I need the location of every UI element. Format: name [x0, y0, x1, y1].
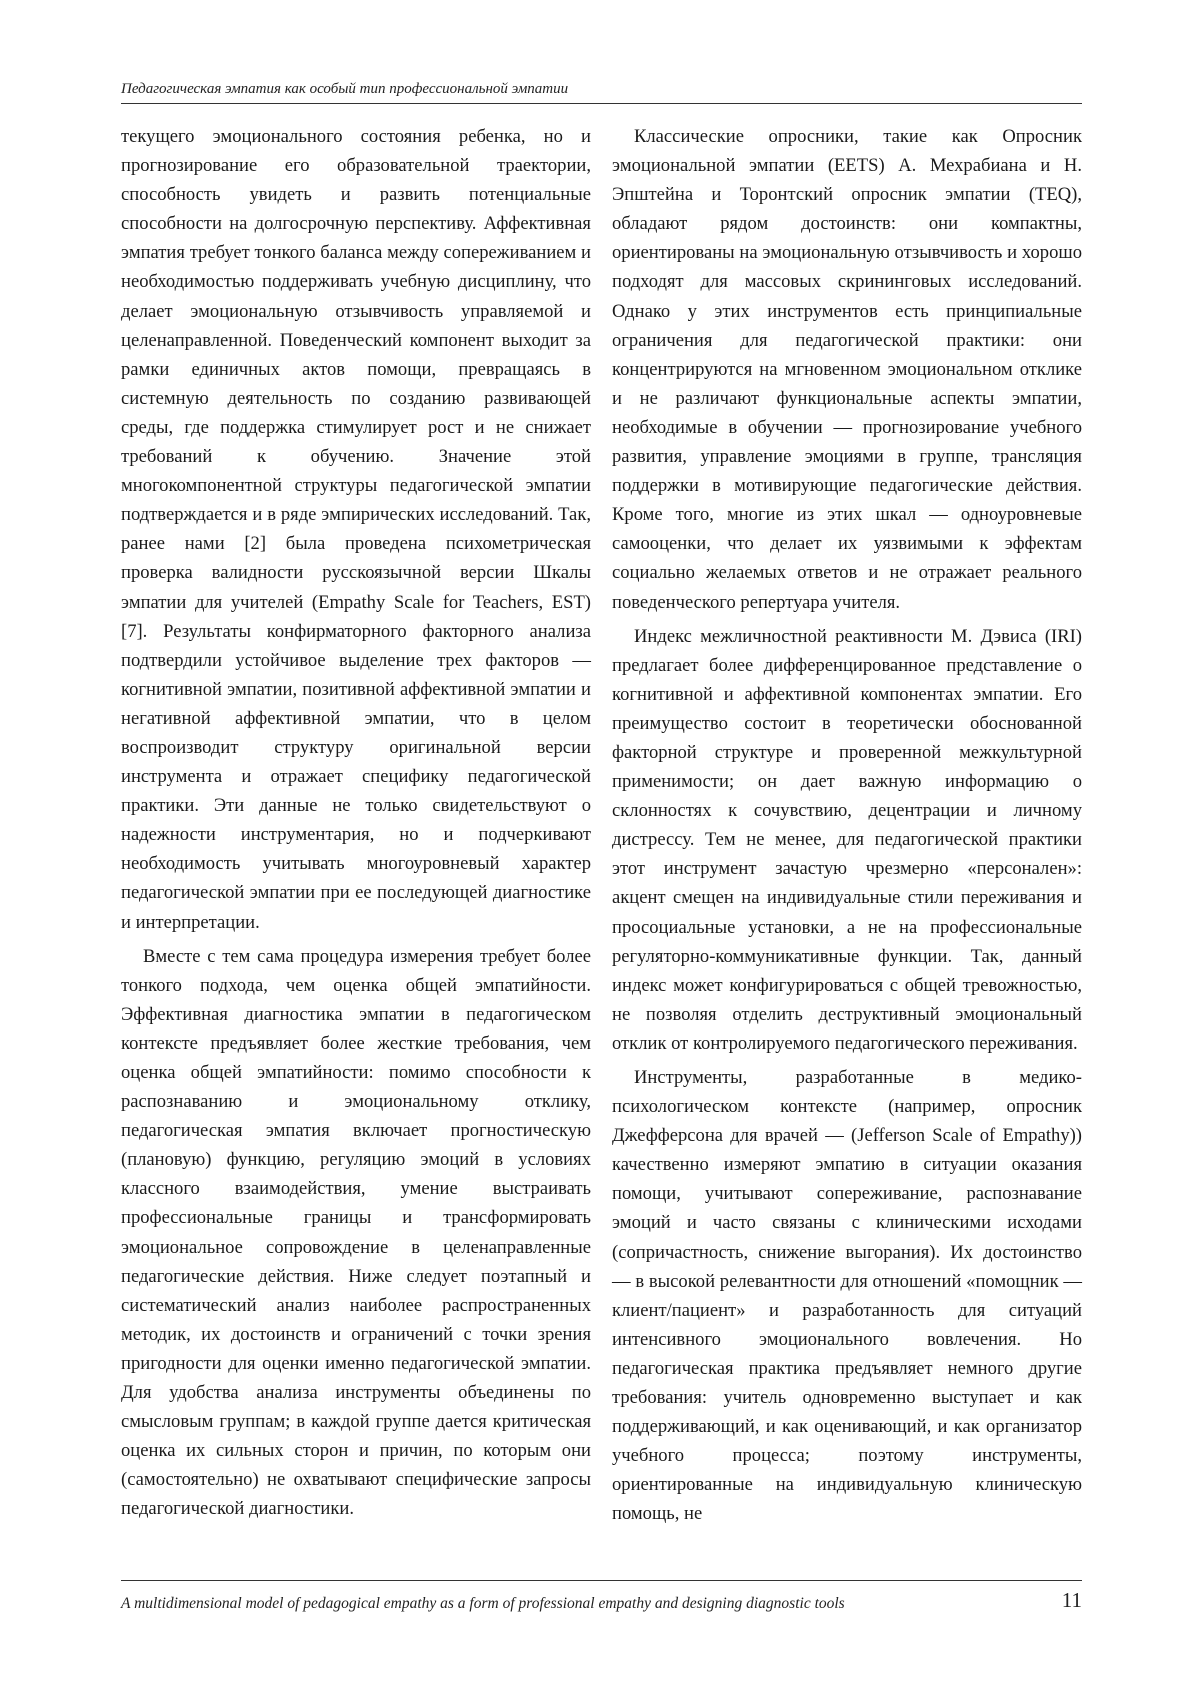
- page-number: 11: [1061, 1588, 1082, 1612]
- paragraph: Инструменты, разработанные в медико-психологическом контексте (например, опросник Джефферсона для врачей — (Jefferson Scale of Empathy)) качественно измеряют эмпатию в ситуации оказания помощи, учитывают сопереживание, распознавание эмоций и часто связаны с клиническими исходами (сопричастность, снижение выгорания). Их достоинство — в высокой релевантности для отношений «помощник — клиент/пациент» и разработанность для ситуаций интенсивного эмоционального вовлечения. Но педагогическая практика предъявляет немного другие требования: учитель одновременно выступает и как поддерживающий, и как оценивающий, и как организатор учебного процесса; поэтому инструменты, ориентированные на индивидуальную клиническую помощь, не: [612, 1067, 1082, 1525]
- paragraph: Классические опросники, такие как Опросник эмоциональной эмпатии (EETS) А. Мехрабиана и Н. Эпштейна и Торонтский опросник эмпатии (TEQ), обладают рядом достоинств: они компактны, ориентированы на эмоциональную отзывчивость и хорошо подходят для массовых скрининговых исследований. Однако у этих инструментов есть принципиальные ограничения для педагогической практики: они концентрируются на мгновенном эмоциональном отклике и не различают функциональные аспекты эмпатии, необходимые в обучении — прогнозирование учебного развития, управление эмоциями в группе, трансляция поддержки в мотивирующие педагогические действия. Кроме того, многие из этих шкал — одноуровневые самооценки, что делает их уязвимыми к эффектам социально желаемых ответов и не отражает реального поведенческого репертуара учителя.: [612, 126, 1082, 613]
- left-column: [121, 122, 591, 1529]
- footer-rule: [121, 1580, 1082, 1581]
- running-head: Педагогическая эмпатия как особый тип профессиональной эмпатии: [121, 81, 569, 97]
- header-rule: [121, 103, 1082, 104]
- right-column: [612, 122, 1082, 1534]
- paragraph: Вместе с тем сама процедура измерения требует более тонкого подхода, чем оценка общей эмпатийности. Эффективная диагностика эмпатии в педагогическом контексте предъявляет более жесткие требования, чем оценка общей эмпатийности: помимо способности к распознаванию и эмоциональному отклику, педагогическая эмпатия включает прогностическую (плановую) функцию, регуляцию эмоций в условиях классного взаимодействия, умение выстраивать профессиональные границы и трансформировать эмоциональное сопровождение в целенаправленные педагогические действия. Ниже следует поэтапный и систематический анализ наиболее распространенных методик, их достоинств и ограничений с точки зрения пригодности для оценки именно педагогической эмпатии. Для удобства анализа инструменты объединены по смысловым группам; в каждой группе дается критическая оценка их сильных сторон и причин, по которым они (самостоятельно) не охватывают специфические запросы педагогической диагностики.: [121, 945, 591, 1520]
- paragraph: Индекс межличностной реактивности М. Дэвиса (IRI) предлагает более дифференцированное представление о когнитивной и аффективной компонентах эмпатии. Его преимущество состоит в теоретически обоснованной факторной структуре и проверенной межкультурной применимости; он дает важную информацию о склонностях к сочувствию, децентрации и личному дистрессу. Тем не менее, для педагогической практики этот инструмент зачастую чрезмерно «персонален»: акцент смещен на индивидуальные стили переживания и просоциальные установки, а не на профессиональные регуляторно-коммуникативные функции. Так, данный индекс может конфигурироваться с общей тревожностью, не позволяя отделить деструктивный эмоциональный отклик от контролируемого педагогического переживания.: [612, 625, 1082, 1054]
- running-foot: A multidimensional model of pedagogical empathy as a form of professional empathy and designing diagnostic tools: [121, 1595, 845, 1612]
- paragraph: текущего эмоционального состояния ребенка, но и прогнозирование его образовательной траектории, способность увидеть и развить потенциальные способности на долгосрочную перспективу. Аффективная эмпатия требует тонкого баланса между сопереживанием и необходимостью поддерживать учебную дисциплину, что делает эмоциональную отзывчивость управляемой и целенаправленной. Поведенческий компонент выходит за рамки единичных актов помощи, превращаясь в системную деятельность по созданию развивающей среды, где поддержка стимулирует рост и не снижает требований к обучению. Значение этой многокомпонентной структуры педагогической эмпатии подтверждается и в ряде эмпирических исследований. Так, ранее нами [2] была проведена психометрическая проверка валидности русскоязычной версии Шкалы эмпатии для учителей (Empathy Scale for Teachers, EST) [7]. Результаты конфирматорного факторного анализа подтвердили устойчивое выделение трех факторов — когнитивной эмпатии, позитивной аффективной эмпатии и негативной аффективной эмпатии, что в целом воспроизводит структуру оригинальной версии инструмента и отражает специфику педагогической практики. Эти данные не только свидетельствуют о надежности инструментария, но и подчеркивают необходимость учитывать многоуровневый характер педагогической эмпатии при ее последующей диагностике и интерпретации.: [121, 126, 591, 933]
